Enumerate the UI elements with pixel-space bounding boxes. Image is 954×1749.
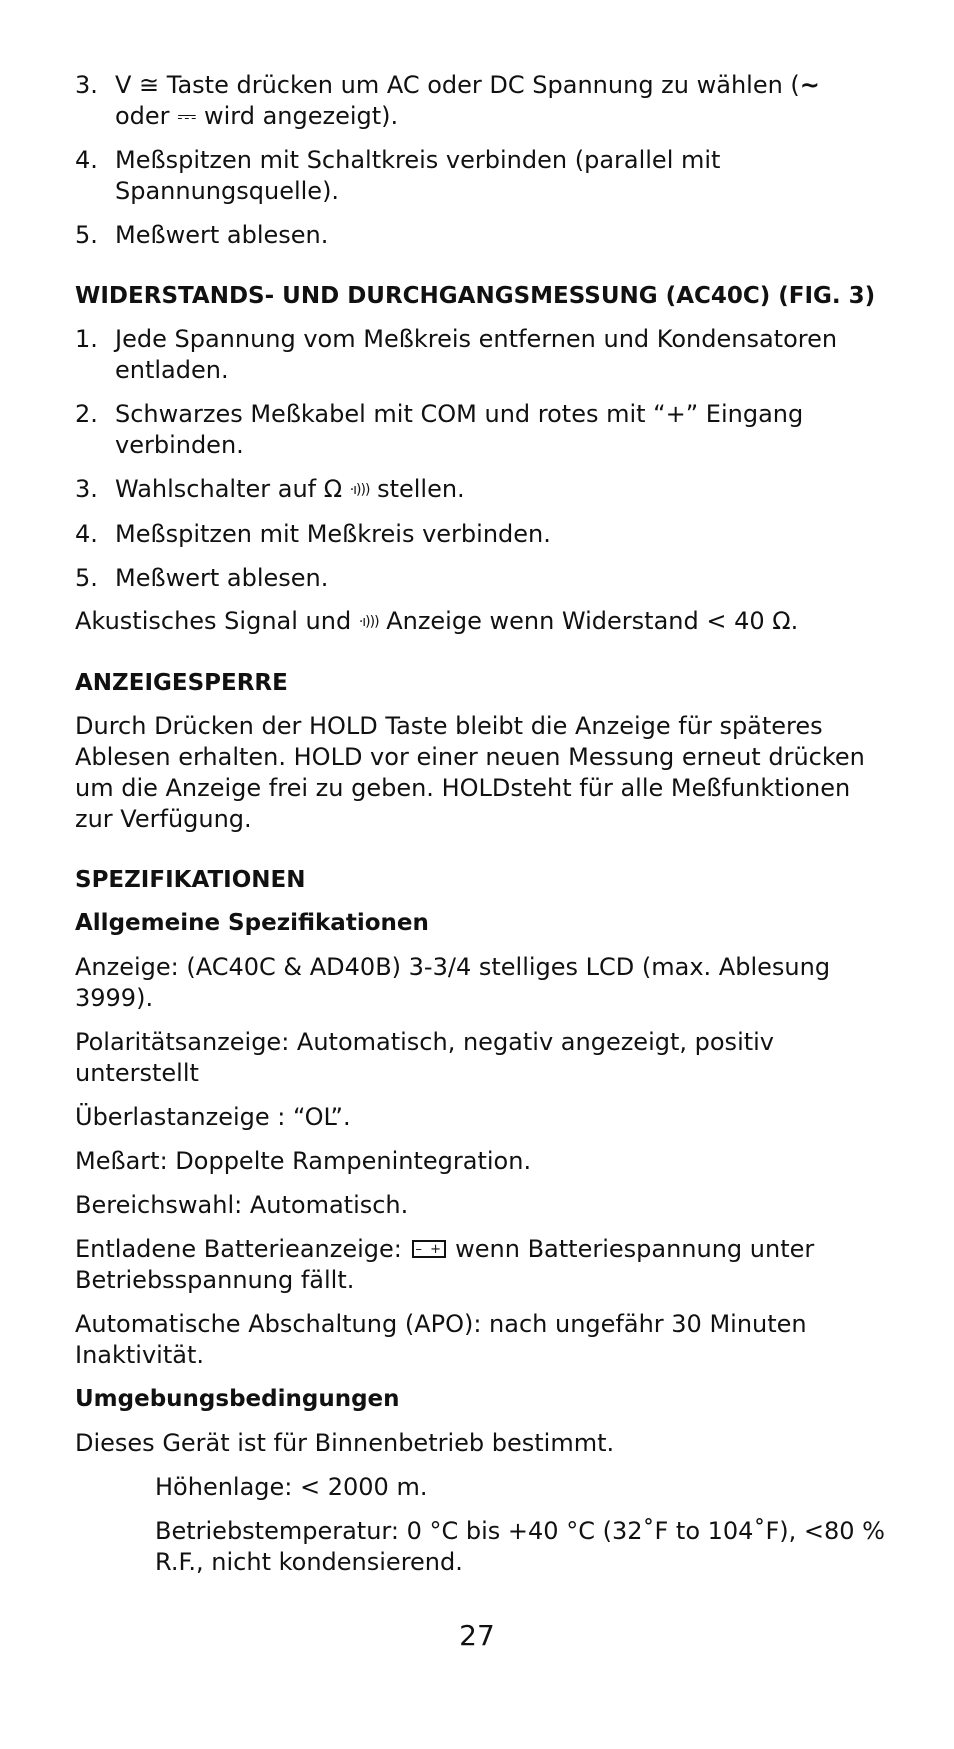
manual-page [75, 70, 885, 1591]
spec-altitude: Höhenlage: < 2000 m. [155, 1473, 428, 1501]
resistance-heading: WIDERSTANDS- UND DURCHGANGSMESSUNG (AC40C) (FIG. 3) [75, 283, 876, 309]
step-read-value: 5. Meßwert ablesen. [75, 221, 329, 249]
step-number: 3. [75, 71, 98, 99]
resistance-step-1: 1. Jede Spannung vom Meßkreis entfernen und Kondensatoren entladen. [75, 325, 838, 384]
continuity-note: Akustisches Signal und ·ı))) Anzeige wenn Widerstand < 40 Ω. [75, 607, 799, 635]
v-acdc-symbol-icon: ≅ [139, 71, 160, 99]
ac-symbol-icon: ~ [799, 71, 820, 99]
dc-symbol-icon: ⎓ [177, 102, 197, 130]
spec-apo: Automatische Abschaltung (APO): nach ungefähr 30 Minuten Inaktivität. [75, 1310, 807, 1369]
spec-overload: Überlastanzeige : “OL”. [75, 1103, 351, 1131]
spec-range: Bereichswahl: Automatisch. [75, 1191, 409, 1219]
battery-icon [412, 1240, 446, 1258]
resistance-step-2: 2. Schwarzes Meßkabel mit COM und rotes mit “+” Eingang verbinden. [75, 400, 804, 459]
spec-method: Meßart: Doppelte Rampenintegration. [75, 1147, 532, 1175]
spec-indoor: Dieses Gerät ist für Binnenbetrieb bestimmt. [75, 1429, 615, 1457]
spec-polarity: Polaritätsanzeige: Automatisch, negativ angezeigt, positiv unterstellt [75, 1028, 775, 1087]
page-number: 27 [459, 1619, 495, 1652]
resistance-step-3: 3. Wahlschalter auf Ω ·ı))) stellen. [75, 475, 465, 503]
general-specs-heading: Allgemeine Spezifikationen [75, 910, 429, 936]
hold-text: Durch Drücken der HOLD Taste bleibt die Anzeige für späteres Ablesen erhalten. HOLD vor einer neuen Messung erneut drücken um die Anzeige frei zu geben. HOLDsteht für alle Meßfunktionen zur Verfügung. [75, 712, 865, 833]
continuity-beep-icon: ·ı))) [358, 614, 379, 630]
hold-heading: ANZEIGESPERRE [75, 670, 288, 696]
specs-heading: SPEZIFIKATIONEN [75, 867, 306, 893]
spec-battery: Entladene Batterieanzeige: – + wenn Batteriespannung unter Betriebsspannung fällt. [75, 1234, 885, 1296]
resistance-step-4: 4. Meßspitzen mit Meßkreis verbinden. [75, 520, 551, 548]
environment-heading: Umgebungsbedingungen [75, 1386, 400, 1412]
spec-display: Anzeige: (AC40C & AD40B) 3-3/4 stelliges LCD (max. Ablesung 3999). [75, 953, 831, 1012]
resistance-step-5: 5. Meßwert ablesen. [75, 564, 329, 592]
step-select-ac-dc: 3. V ≅ Taste drücken um AC oder DC Spannung zu wählen (~ oder ⎓ wird angezeigt). [75, 71, 820, 130]
spec-temperature: Betriebstemperatur: 0 °C bis +40 °C (32˚F to 104˚F), <80 % R.F., nicht kondensierend. [155, 1517, 885, 1576]
continuity-beep-icon: ·ı))) [349, 482, 370, 498]
step-connect-probes: 4. Meßspitzen mit Schaltkreis verbinden (parallel mit Spannungsquelle). [75, 146, 721, 205]
